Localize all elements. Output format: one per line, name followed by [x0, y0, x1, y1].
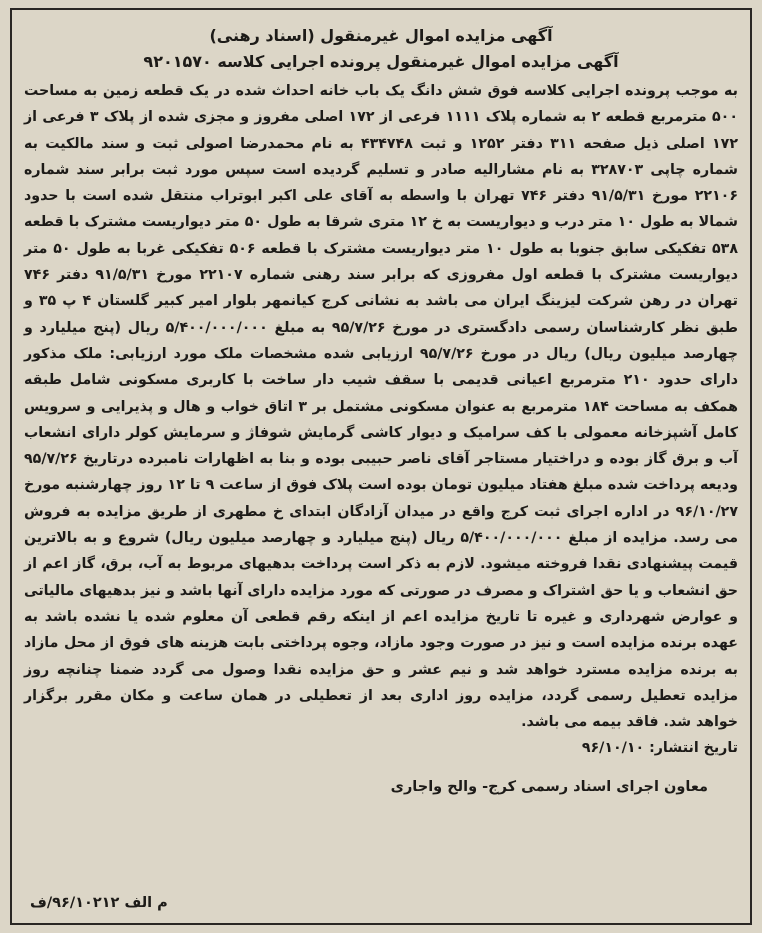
auction-notice [10, 8, 752, 925]
notice-body: به موجب پرونده اجرایی کلاسه فوق شش دانگ یک باب خانه احداث شده در یک قطعه زمین به مساحت ۵۰۰ مترمربع قطعه ۲ به شماره پلاک ۱۱۱۱ فرعی از ۱۷۲ اصلی مفروز و مجزی شده از پلاک ۳ فرعی از ۱۷۲ اصلی ذیل صفحه ۳۱۱ دفتر ۱۲۵۲ و ثبت ۴۳۴۷۴۸ به نام محمدرضا اصولی ثبت و سند مالکیت به شماره چاپی ۳۲۸۷۰۳ به نام مشارالیه صادر و تسلیم گردیده است سپس مورد ثبت برابر سند شماره ۲۲۱۰۶ مورخ ۹۱/۵/۳۱ دفتر ۷۴۶ تهران با واسطه به آقای علی اکبر ابوتراب منتقل شده است با حدود شمالا به طول ۱۰ متر درب و دیواریست به خ ۱۲ متری شرقا به طول ۵۰ متر دیواریست مشترک با قطعه ۵۳۸ تفکیکی سابق جنوبا به طول ۱۰ متر دیواریست مشترک با قطعه ۵۰۶ تفکیکی غربا به طول ۵۰ متر دیواریست مشترک با قطعه اول مفروزی که برابر سند رهنی شماره ۲۲۱۰۷ مورخ ۹۱/۵/۳۱ دفتر ۷۴۶ تهران در رهن شرکت لیزینگ ایران می باشد به نشانی کرج کیانمهر بلوار امیر کبیر گلستان ۴ پ ۳۵ و طبق نظر کارشناسان رسمی دادگستری در مورخ ۹۵/۷/۲۶ به مبلغ ۵/۴۰۰/۰۰۰/۰۰۰ ریال (پنج میلیارد و چهارصد میلیون ریال) ریال در مورخ ۹۵/۷/۲۶ ارزیابی شده مشخصات ملک مورد ارزیابی: ملک مذکور دارای حدود ۲۱۰ مترمربع اعیانی قدیمی با سقف شیب دار ساخت با کاربری مسکونی شامل طبقه همکف به مساحت ۱۸۴ مترمربع به عنوان مسکونی مشتمل بر ۳ اتاق خواب و هال و پذیرایی و سرویس کامل آشپزخانه معمولی با کف سرامیک و دیوار کاشی گرمایش شوفاژ و سرمایش کولر دارای انشعاب آب و برق گاز بوده و دراختیار مستاجر آقای ناصر حبیبی بوده و بنا به اظهارات نامبرده درتاریخ ۹۵/۷/۲۶ ودیعه پرداخت شده مبلغ هفتاد میلیون تومان بوده است پلاک فوق از ساعت ۹ تا ۱۲ روز چهارشنبه مورخ ۹۶/۱۰/۲۷ در اداره اجرای ثبت کرج واقع در میدان آزادگان ابتدای خ مطهری از طریق مزایده به فروش می رسد. مزایده از مبلغ ۵/۴۰۰/۰۰۰/۰۰۰ ریال (پنج میلیارد و چهارصد میلیون ریال) شروع و به بالاترین قیمت پیشنهادی نقدا فروخته میشود. لازم به ذکر است پرداخت بدهیهای مربوط به آب، برق، گاز اعم از حق انشعاب و یا حق اشتراک و مصرف در صورتی که مورد مزایده دارای آنها باشد و نیز بدهیهای مالیاتی و عوارض شهرداری و غیره تا تاریخ مزایده اعم از اینکه رقم قطعی آن معلوم شده یا نشده باشد به عهده برنده مزایده است و نیز در صورت وجود مازاد، وجوه پرداختی بابت هزینه های فوق از محل مازاد به برنده مزایده مسترد خواهد شد و نیم عشر و حق مزایده نقدا وصول می گردد ضمنا چنانچه روز مزایده تعطیل رسمی گردد، مزایده روز اداری بعد از تعطیلی در همان ساعت و مکان مقرر برگزار خواهد شد. فاقد بیمه می باشد. [24, 83, 739, 731]
notice-subtitle: آگهی مزایده اموال غیرمنقول پرونده اجرایی کلاسه ۹۲۰۱۵۷۰ [143, 52, 619, 71]
notice-title: آگهی مزایده اموال غیرمنقول (اسناد رهنی) [209, 26, 553, 45]
signature-line: معاون اجرای اسناد رسمی کرج- والح واجاری [390, 779, 708, 796]
publish-date: تاریخ انتشار: ۹۶/۱۰/۱۰ [581, 740, 738, 757]
reference-code: م الف ۹۶/۱۰۲۱۲/ف [30, 895, 168, 911]
